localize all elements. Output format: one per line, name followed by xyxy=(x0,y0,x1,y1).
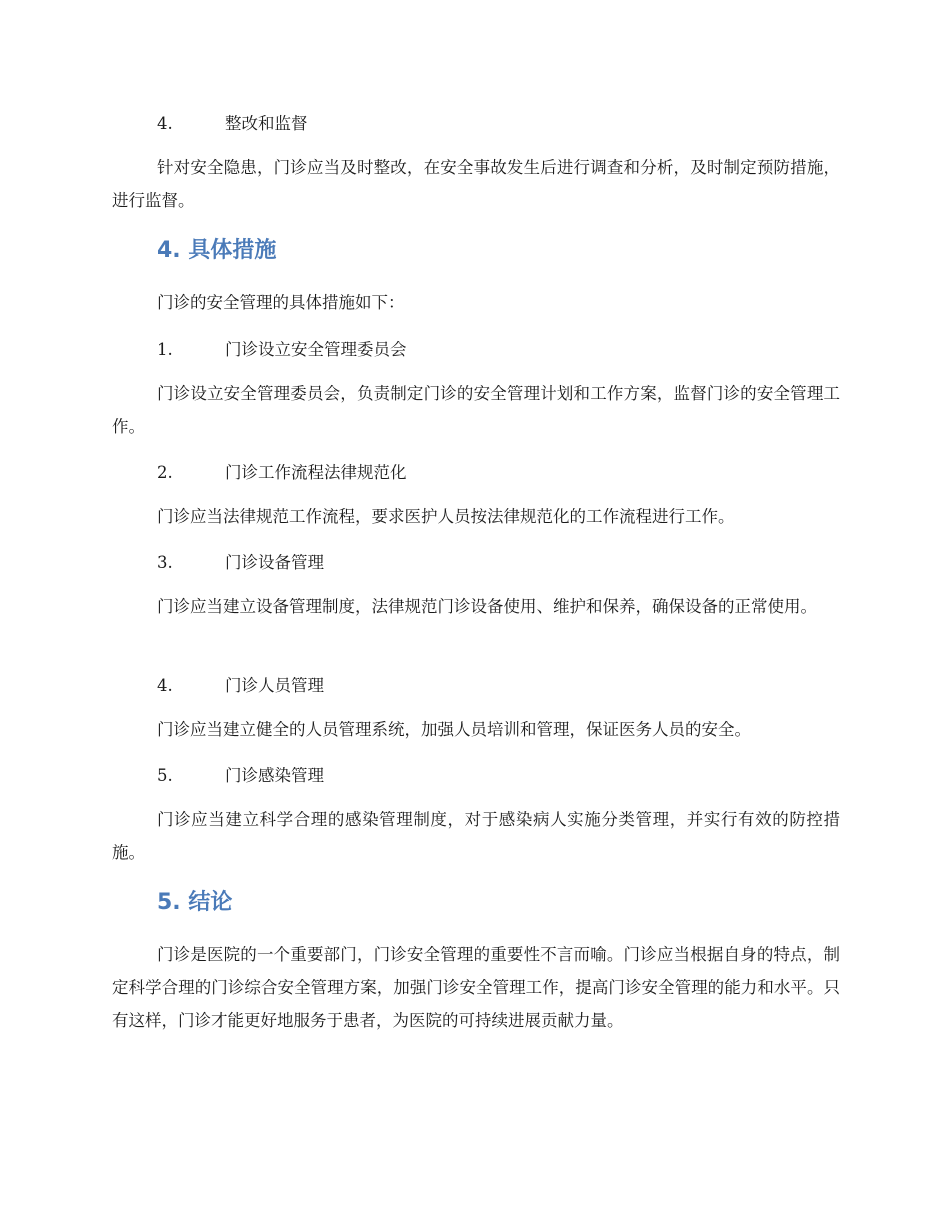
item-number: 5. xyxy=(157,766,173,785)
item-title: 门诊工作流程法律规范化 xyxy=(225,463,407,482)
item-title: 门诊设备管理 xyxy=(225,553,324,572)
paragraph: 针对安全隐患，门诊应当及时整改，在安全事故发生后进行调查和分析，及时制定预防措施，进行监督。 xyxy=(112,158,840,210)
numbered-item xyxy=(157,765,324,787)
numbered-item xyxy=(157,675,324,697)
item-title: 整改和监督 xyxy=(225,114,308,133)
numbered-item xyxy=(157,339,407,361)
item-number: 2. xyxy=(157,463,173,482)
item-number: 3. xyxy=(157,553,173,572)
section-heading: 4. 具体措施 xyxy=(157,238,277,263)
paragraph: 门诊应当建立科学合理的感染管理制度，对于感染病人实施分类管理，并实行有效的防控措施。 xyxy=(112,810,840,862)
paragraph: 门诊应当建立健全的人员管理系统，加强人员培训和管理，保证医务人员的安全。 xyxy=(157,720,751,739)
paragraph: 门诊设立安全管理委员会，负责制定门诊的安全管理计划和工作方案，监督门诊的安全管理工作。 xyxy=(112,384,840,436)
paragraph: 门诊应当法律规范工作流程，要求医护人员按法律规范化的工作流程进行工作。 xyxy=(157,507,735,526)
item-title: 门诊感染管理 xyxy=(225,766,324,785)
section-heading: 5. 结论 xyxy=(157,890,233,915)
numbered-item xyxy=(157,552,324,574)
item-title: 门诊设立安全管理委员会 xyxy=(225,340,407,359)
item-number: 1. xyxy=(157,340,173,359)
numbered-item xyxy=(157,113,308,135)
item-title: 门诊人员管理 xyxy=(225,676,324,695)
paragraph: 门诊是医院的一个重要部门，门诊安全管理的重要性不言而喻。门诊应当根据自身的特点，制定科学合理的门诊综合安全管理方案，加强门诊安全管理工作，提高门诊安全管理的能力和水平。只有这样，门诊才能更好地服务于患者，为医院的可持续进展贡献力量。 xyxy=(112,945,840,1030)
numbered-item xyxy=(157,462,407,484)
item-number: 4. xyxy=(157,114,173,133)
paragraph: 门诊的安全管理的具体措施如下： xyxy=(157,293,405,312)
item-number: 4. xyxy=(157,676,173,695)
paragraph: 门诊应当建立设备管理制度，法律规范门诊设备使用、维护和保养，确保设备的正常使用。 xyxy=(157,597,817,616)
